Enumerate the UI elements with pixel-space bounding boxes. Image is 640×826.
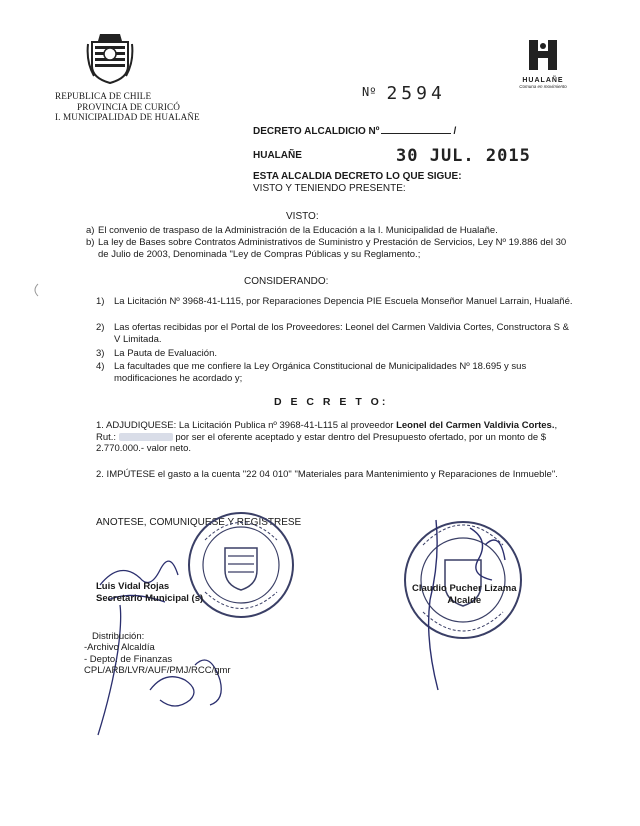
- visto-item-label: b): [86, 237, 95, 248]
- secretary-title: Secretario Municipal (s): [96, 592, 204, 604]
- distribution-block: [84, 631, 231, 676]
- decree-city: HUALAÑE: [253, 150, 302, 161]
- considerando-item-label: 2): [96, 322, 105, 333]
- distribution-line: -Archivo Alcaldía: [84, 642, 155, 654]
- visto-item-text: La ley de Bases sobre Contratos Administrativos de Suministro y Prestación de Servicios, Ley Nº 19.886 del 30 de Julio de 2003, Denominada "Ley de Compras Públicas y su Reglamento.;: [98, 237, 567, 260]
- mayor-title: Alcalde: [447, 594, 482, 606]
- decree-date-stamp: 30 JUL. 2015: [396, 146, 531, 166]
- logo-tagline: Comuna en movimiento: [519, 84, 567, 89]
- secretary-name: Luis Vidal Rojas: [96, 581, 170, 592]
- distribution-line: CPL/ARB/LVR/AUF/PMJ/RCC/gmr: [84, 664, 231, 676]
- letterhead-country: REPUBLICA DE CHILE: [55, 91, 152, 101]
- letterhead-province: PROVINCIA DE CURICÓ: [77, 101, 180, 112]
- visto-item-text: El convenio de traspaso de la Administración de la Educación a la I. Municipalidad de Hualañe.: [98, 225, 498, 236]
- closing-formula: ANOTESE, COMUNIQUESE Y REGISTRESE: [96, 517, 302, 528]
- decree-slash: /: [453, 126, 457, 137]
- margin-mark-icon: [35, 284, 38, 296]
- secretary-signature-block: [96, 581, 203, 604]
- decreto-item-1-provider: Leonel del Carmen Valdivia Cortes.: [396, 420, 555, 431]
- considerando-item-text: La facultades que me confiere la Ley Orgánica Constitucional de Municipalidades Nº 18.695 y sus modificaciones he acordado y;: [114, 361, 527, 384]
- considerando-item-text: La Pauta de Evaluación.: [114, 348, 217, 359]
- considerando-item-text: La Licitación Nº 3968-41-L115, por Reparaciones Depencia PIE Escuela Monseñor Manuel Larrain, Hualañé.: [114, 296, 573, 307]
- letterhead-municipality: I. MUNICIPALIDAD DE HUALAÑE: [55, 112, 200, 122]
- logo-brand: HUALAÑE: [522, 77, 564, 84]
- considerando-item-label: 3): [96, 348, 105, 359]
- decree-number-prefix: Nº: [362, 85, 377, 99]
- distribution-heading: Distribución:: [92, 631, 145, 642]
- decreto-heading: D E C R E T O:: [274, 396, 389, 408]
- mayor-seal-icon: [405, 522, 521, 638]
- considerando-item-label: 1): [96, 296, 105, 307]
- decree-intro: VISTO Y TENIENDO PRESENTE:: [253, 183, 406, 194]
- decree-label: DECRETO ALCALDICIO Nº: [253, 126, 380, 137]
- decreto-item-1-rut-label: , Rut.:: [96, 420, 558, 443]
- distribution-line: - Depto. de Finanzas: [84, 653, 173, 665]
- decreto-item-1-post: por ser el oferente aceptado y estar dentro del Presupuesto ofertado, por un monto de $ 2.770.000.- valor neto.: [96, 431, 547, 455]
- considerando-item-text: Las ofertas recibidas por el Portal de los Proveedores: Leonel del Carmen Valdivia Cortes, Constructora S & V Limitada.: [114, 322, 569, 345]
- considerando-item-label: 4): [96, 361, 105, 372]
- secretary-seal-icon: [189, 513, 293, 617]
- decreto-item-2: 2. IMPÚTESE el gasto a la cuenta "22 04 010" "Materiales para Mantenimiento y Reparaciones de Inmueble".: [96, 469, 558, 480]
- visto-heading: VISTO:: [286, 211, 319, 222]
- decree-intro-bold: ESTA ALCALDIA DECRETO LO QUE SIGUE:: [253, 171, 462, 182]
- decree-number-value: 2594: [386, 83, 446, 104]
- mayor-name: Claudio Pucher Lizama: [412, 583, 517, 594]
- decreto-item-1-pre: 1. ADJUDIQUESE: La Licitación Publica nº 3968-41-L115 al proveedor: [96, 420, 397, 431]
- considerando-heading: CONSIDERANDO:: [244, 276, 329, 287]
- visto-item-label: a): [86, 225, 95, 236]
- mayor-signature-block: [412, 583, 517, 606]
